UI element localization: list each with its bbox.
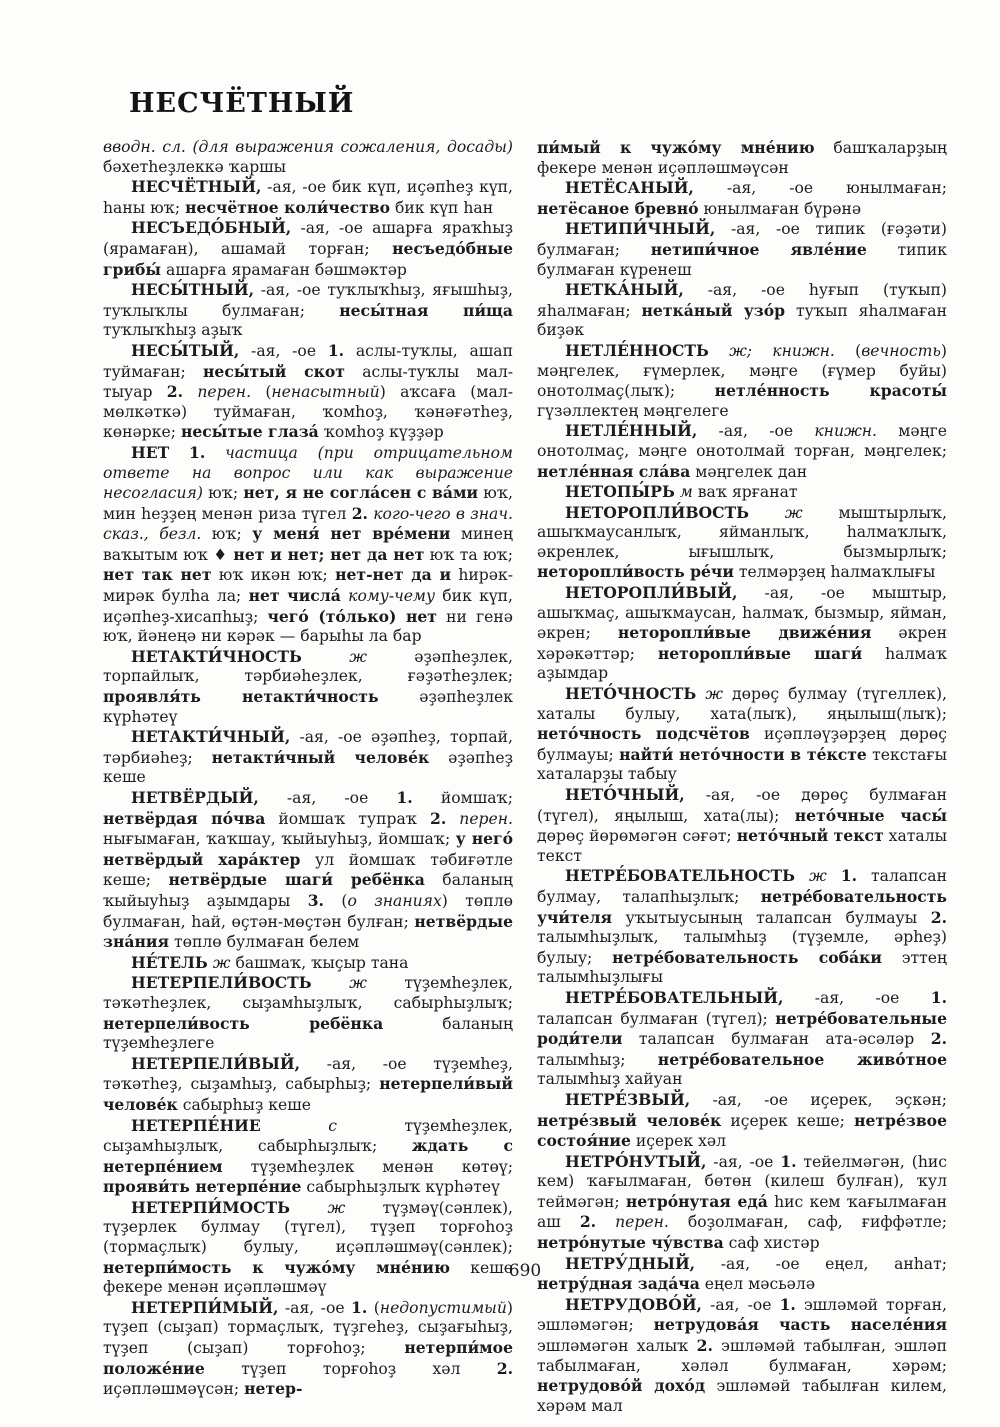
dictionary-entry (103, 788, 513, 953)
dictionary-entry (103, 953, 513, 974)
plain-text: талымһыҙ хайуан (537, 1070, 683, 1089)
plain-text: -ая, -ое ашарға яраҡһыҙ (ярамаған), ашамай торған; (103, 219, 513, 258)
plain-text: -ая, -ое еңел, анһат; (695, 1254, 947, 1273)
plain-text: иҫәпләүҙәрҙең дөрөҫ булмауы; (537, 725, 948, 764)
bold-text: НЕСЪЕДО́БНЫЙ, (131, 218, 292, 238)
plain-text: түҙмәү(сәнлек), түҙерлек булмау (түгел), түҙеп торғоһоҙ (тормаҫлыҡ) булыу, иҫәпләшмәү(сәнлек); (103, 1198, 513, 1257)
plain-text: дөрөҫ булмау (түгеллек), хаталы булыу, хата(лыҡ), яңылыш(лыҡ); (537, 685, 947, 723)
plain-text: әҙәпһеҙлек, торпайлыҡ, тәрбиәһеҙлек, ғәҙәтһеҙлек; (103, 647, 513, 686)
bold-text: НЕТЕРПИ́МОСТЬ (131, 1197, 291, 1217)
bold-text: нетерпели́вый челове́к (103, 1074, 513, 1114)
bold-text: НЕТКА́НЫЙ, (565, 280, 684, 300)
plain-text: төплө булмаған белем (168, 933, 360, 952)
plain-text: саф хистәр (723, 1234, 820, 1253)
bold-text: несы́тная пи́ща (339, 300, 513, 320)
plain-text: юнылмаған бүрәнә (698, 199, 862, 218)
plain-text: текстағы хаталарҙы табыу (537, 745, 947, 784)
plain-text: -ая, -ое типик (ғәҙәти) булмаған; (537, 220, 947, 259)
bold-text: нетле́нная сла́ва (537, 461, 691, 481)
bold-text: НЕТРУ́ДНЫЙ, (565, 1253, 696, 1273)
plain-text: иҫәпләшмәүсән; (103, 1380, 245, 1399)
plain-text: -ая, -ое бик күп, иҫәпһеҙ күп, һаны юҡ; (103, 178, 513, 217)
italic-text: недопустимый (379, 1298, 507, 1317)
bold-text: НЕ́ТЕЛЬ (131, 952, 208, 972)
dictionary-entry (103, 973, 513, 1053)
bold-text: НЕТОРОПЛИ́ВОСТЬ (565, 502, 750, 522)
bold-text: нет числа́ (248, 586, 341, 606)
plain-text (596, 1213, 615, 1231)
dictionary-entry (103, 177, 513, 218)
plain-text: эшләмәгән халыҡ (537, 1337, 697, 1356)
dictionary-entry (537, 988, 947, 1090)
italic-text: ж (212, 953, 231, 972)
plain-text: эшләмәй торған, эшләмәгән; (537, 1295, 947, 1335)
bold-text: нет-нет да и (335, 565, 452, 585)
bold-text: НЕТЕРПИ́МЫЙ, (131, 1297, 279, 1317)
dictionary-entry (537, 583, 947, 684)
dictionary-entry (537, 1152, 947, 1254)
plain-text: мыштырлыҡ, ашыҡмаусанлыҡ, яйманлыҡ, һалмаҡлыҡ, әкренлек, ығышлыҡ, бызмырлыҡ; (537, 503, 947, 561)
plain-text (696, 685, 705, 703)
dictionary-entry (537, 138, 947, 178)
bold-text: 2. (930, 907, 947, 927)
plain-text: -ая, -ое юнылмаған; (693, 179, 947, 198)
bold-text: НЕТРЕ́ЗВЫЙ, (565, 1089, 691, 1109)
plain-text: юҡ, мин һеҙҙең менән риза түгел (103, 484, 513, 523)
bold-text: 2. (579, 1212, 597, 1232)
italic-text: книжн. (814, 422, 877, 441)
plain-text: -ая, -ое иҫерек, эҫкән; (690, 1090, 947, 1109)
plain-text: эттең талымһыҙлығы (537, 948, 947, 987)
plain-text: хаталы текст (537, 827, 948, 865)
bold-text: 1. (840, 866, 858, 886)
bold-text: нетру́дная зада́ча (537, 1274, 700, 1294)
dictionary-entry (103, 647, 513, 727)
plain-text (205, 444, 225, 462)
bold-text: НЕТРЕ́БОВАТЕЛЬНЫЙ, (565, 987, 784, 1007)
plain-text: мәңгелек дан (690, 462, 808, 481)
bold-text: проявля́ть нетакти́чность (103, 687, 379, 707)
dictionary-entry (537, 341, 947, 421)
plain-text: ашарға ярамаған бәшмәктәр (161, 260, 407, 279)
italic-text: ж (349, 647, 367, 666)
bold-text: нето́чный текст (736, 826, 884, 846)
plain-text: гүзәллектең мәңгелеге (537, 401, 729, 420)
bold-text: нетерпели́вость ребёнка (103, 1013, 384, 1033)
plain-text: -ая, -ое (697, 422, 815, 441)
bold-text: 3. (307, 890, 324, 910)
italic-text: перен. (197, 383, 252, 402)
bold-text: ждать с нетерпе́нием (103, 1136, 513, 1176)
bold-text: НЕТАКТИ́ЧНОСТЬ (131, 646, 302, 666)
bold-text: 1. (930, 987, 947, 1007)
bold-text: НЕТИПИ́ЧНЫЙ, (565, 219, 716, 239)
italic-text: ж; книжн. (729, 341, 835, 360)
bold-text: НЕТЕРПЕ́НИЕ (131, 1115, 261, 1135)
plain-text (302, 648, 349, 666)
bold-text: нетрудово́й дохо́д (537, 1376, 706, 1396)
bold-text: НЕТВЁРДЫЙ, (131, 788, 259, 807)
plain-text: йомшаҡ тупраҡ (265, 809, 430, 828)
bold-text: 2. (696, 1336, 713, 1356)
bold-text: НЕСЫ́ТЫЙ, (131, 340, 240, 360)
plain-text: сабырһыҙ кеше (177, 1095, 311, 1114)
plain-text: бәхетһеҙлеккә ҡаршы (103, 157, 287, 176)
plain-text (827, 867, 841, 885)
page-number: 690 (508, 1261, 542, 1281)
bold-text: 2. (351, 503, 368, 523)
bold-text: нетре́бовательность соба́ки (612, 947, 882, 967)
plain-text: уҡытыусының талапсан булмауы (612, 908, 931, 927)
bold-text: НЕТЁСАНЫЙ, (565, 178, 694, 198)
right-column (537, 138, 947, 1416)
plain-text: тейелмәгән, (һис кем) ҡағылмаған, бөтөн (килеш булған), ҡул теймәгән; (537, 1152, 948, 1211)
bold-text: НЕСЧЁТНЫЙ, (131, 177, 262, 197)
plain-text: -ая, -ое (239, 341, 328, 360)
plain-text (709, 342, 729, 360)
plain-text (169, 444, 189, 462)
dictionary-entry (103, 280, 513, 341)
italic-text: ж (349, 974, 367, 993)
plain-text: -ая, -ое (701, 1295, 780, 1314)
bold-text: у него́ нетвёрдый хара́ктер (103, 829, 513, 869)
plain-text: ни генә юҡ, йәнеңә ни кәрәк — барыһы ла бар (103, 607, 513, 646)
bold-text: НЕТРУДОВО́Й, (565, 1294, 702, 1314)
italic-text: кого-чего в знач. сказ., безл. (103, 504, 513, 544)
bold-text: нетка́ный узо́р (641, 300, 786, 320)
plain-text: -ая, -ое туҡлыҡһыҙ, яғышһыҙ, туҡлыҡлы булмаған; (103, 281, 513, 320)
bold-text: у меня́ нет вре́мени (252, 524, 451, 544)
dictionary-entry (103, 138, 513, 177)
plain-text: бик күп һан (390, 198, 494, 217)
bold-text: НЕТЛЕ́ННЫЙ, (565, 421, 698, 441)
bold-text: НЕТЕРПЕЛИ́ВЫЙ, (131, 1053, 301, 1073)
bold-text: НЕТО́ЧНОСТЬ (565, 684, 697, 704)
dictionary-entry (537, 178, 947, 219)
plain-text: ) мәңгелек, ғүмерлек, мәңге (ғүмер буйы) онотолмаҫ(лыҡ); (537, 341, 947, 401)
bold-text: прояви́ть нетерпе́ние (103, 1177, 302, 1197)
bold-text: НЕСЫ́ТНЫЙ, (131, 280, 255, 300)
plain-text: иҫерек хәл (630, 1132, 727, 1151)
bold-text: 2. (496, 1358, 513, 1378)
bold-text: 1. (779, 1294, 796, 1314)
dictionary-entry (537, 219, 947, 280)
bold-text: НЕТЛЕ́ННОСТЬ (565, 340, 709, 360)
running-head: НЕСЧЁТНЫЙ (129, 88, 355, 119)
dictionary-entry (537, 503, 947, 583)
plain-text: -ая, -ое мыштыр, ашыҡмаҫ, ашыҡмаусан, һалмаҡ, бызмыр, яйман, әкрен; (537, 584, 947, 643)
plain-text (290, 1199, 327, 1217)
dictionary-entry (537, 482, 947, 503)
plain-text: талымһыҙлыҡ, талымһыҙ (түҙемле, әрһеҙ) булыу; (537, 928, 947, 967)
plain-text: ваҡ ярғанат (692, 483, 798, 502)
bold-text: неторопли́вость ре́чи (537, 562, 734, 582)
plain-text: талапсан булмаған ата-әсәләр (622, 1030, 931, 1049)
bold-text: нетипи́чное явле́ние (650, 239, 867, 259)
plain-text: типик булмаған күренеш (537, 240, 947, 279)
bold-text: несъедо́бные грибы́ (103, 238, 513, 279)
plain-text: башмаҡ, ҡыҫыр тана (230, 953, 409, 972)
bold-text: нет так нет (103, 565, 212, 585)
dictionary-entry (103, 218, 513, 280)
dictionary-entry (537, 1295, 947, 1417)
bold-text: нетро́нутые чу́вства (537, 1233, 724, 1253)
plain-text: -ая, -ое (258, 789, 397, 807)
italic-text: частица (при отрицательном ответе на вопрос или как выражение несогласия) (103, 443, 513, 503)
plain-text: әкрен хәрәкәттәр; (537, 624, 947, 663)
plain-text: кеше фекере менән иҫәпләшмәү (103, 1258, 513, 1297)
dictionary-entry (537, 1090, 947, 1152)
bold-text: нет, я не согла́сен с ва́ми (243, 483, 479, 503)
bold-text: ♦ нет и нет; нет да нет (213, 544, 425, 564)
bold-text: чего́ (то́лько) нет (267, 606, 437, 626)
italic-text: ж (784, 503, 803, 522)
plain-text: минең ваҡытым юҡ (103, 525, 513, 564)
bold-text: 1. (396, 788, 413, 807)
italic-text: вечность (861, 341, 941, 360)
plain-text: сабырһыҙлыҡ күрһәтеү (301, 1178, 500, 1197)
plain-text: һалмаҡ аҙымдар (537, 644, 947, 683)
bold-text: НЕТЕРПЕЛИ́ВОСТЬ (131, 973, 312, 993)
italic-text: ж (705, 685, 724, 704)
plain-text: -ая, -ое дөрөҫ булмаған (түгел), яңылыш, хата(лы); (537, 786, 947, 825)
dictionary-entry (537, 280, 947, 341)
plain-text: түҙеп торғоһоҙ хәл (204, 1359, 497, 1378)
bold-text: несы́тый скот (203, 361, 345, 381)
plain-text: телмәрҙең һалмаҡлығы (733, 563, 936, 582)
bold-text: несы́тые глаза́ (180, 422, 319, 442)
plain-text: түҙемһеҙлек менән көтөү; (222, 1157, 513, 1176)
plain-text: дөрөҫ йөрөмәгән сәғәт; (537, 827, 737, 846)
bold-text: неторопли́вые шаги́ (657, 643, 863, 663)
bold-text: НЕТОРОПЛИ́ВЫЙ, (565, 583, 738, 603)
dictionary-entry (103, 1298, 513, 1400)
bold-text: 1. (780, 1151, 797, 1171)
plain-text: юҡ та юҡ; (424, 545, 513, 564)
bold-text: нетле́нность красоты́ (714, 381, 947, 401)
plain-text: ҡомһоҙ күҙҙәр (318, 423, 444, 442)
bold-text: нетре́бовательные роди́тели (537, 1008, 947, 1049)
plain-text: -ая, -ое (783, 988, 931, 1007)
plain-text: иҫерек кеше; (721, 1111, 855, 1130)
dictionary-entry (537, 866, 947, 988)
plain-text: аслы-туҡлы мал-тыуар (103, 362, 513, 402)
plain-text: түҙемһеҙлек, сыҙамһыҙлыҡ, сабырһыҙлыҡ; (103, 1116, 513, 1156)
italic-text: ж (327, 1198, 346, 1217)
bold-text: нетрудова́я часть населе́ния (653, 1315, 947, 1335)
plain-text: бик күп, иҫәпһеҙ-хисапһыҙ; (103, 587, 513, 626)
plain-text: -ая, -ое түҙемһеҙ, тәҡәтһеҙ, сыҙамһыҙ, сабырһыҙ; (103, 1054, 513, 1094)
plain-text: юҡ икән юҡ; (211, 566, 336, 585)
bold-text: НЕТАКТИ́ЧНЫЙ, (131, 727, 291, 747)
plain-text: ( (834, 341, 862, 360)
bold-text: 1. (351, 1297, 368, 1317)
plain-text: башҡаларҙың фекере менән иҫәпләшмәүсән (537, 139, 947, 177)
plain-text (261, 1117, 328, 1135)
bold-text: неторопли́вые движе́ния (617, 623, 872, 643)
bold-text: несчётное коли́чество (185, 197, 391, 217)
plain-text: нығымаған, ҡаҡшау, ҡыйыуһыҙ, йомшаҡ; (103, 830, 456, 849)
plain-text (446, 810, 459, 828)
bold-text: найти́ нето́чности в те́ксте (619, 744, 867, 764)
plain-text: туҡып яһалмаған биҙәк (537, 301, 947, 340)
bold-text: 2. (429, 808, 447, 828)
plain-text: мәңге онотолмаҫ, мәңге онотолмай торған, мәңгелек; (537, 422, 947, 460)
plain-text: һис кем ҡағылмаған аш (537, 1192, 947, 1232)
bold-text: нетре́звое состоя́ние (537, 1110, 947, 1151)
plain-text: түҙемһеҙлек, тәҡәтһеҙлек, сыҙамһыҙлыҡ, сабырһыҙлыҡ; (103, 974, 513, 1012)
bold-text: НЕТОПЫ́РЬ (565, 482, 675, 502)
dictionary-entry (103, 1198, 513, 1298)
bold-text: 1. (327, 340, 345, 360)
bold-text: нетерпи́мое положе́ние (103, 1338, 513, 1378)
bold-text: нетерпи́мость к чужо́му мне́нию (103, 1257, 450, 1277)
bold-text: нето́чность подсчётов (537, 724, 750, 744)
plain-text (183, 383, 197, 401)
plain-text: юҡ; (202, 484, 244, 503)
text-columns (103, 138, 947, 1416)
plain-text: ул йомшаҡ тәбиғәтле кеше; (103, 850, 513, 890)
italic-text: кому-чему (348, 587, 436, 606)
plain-text: еңел мәсьәлә (699, 1275, 816, 1294)
plain-text (312, 974, 350, 992)
dictionary-entry (103, 443, 513, 647)
bold-text: нетвёрдые зна́ния (103, 911, 513, 952)
bold-text: НЕТРЕ́БОВАТЕЛЬНОСТЬ (565, 866, 795, 886)
plain-text: һирәк-мирәк булһа ла; (103, 566, 514, 606)
bold-text: нетёсаное бревно́ (537, 198, 699, 218)
italic-text: о знаниях (347, 891, 442, 910)
plain-text (749, 504, 785, 522)
plain-text: әҙәпһеҙлек күрһәтеү (103, 688, 513, 726)
dictionary-entry (537, 421, 947, 482)
bold-text: НЕТРО́НУТЫЙ, (565, 1151, 707, 1171)
bold-text: нетвёрдая по́чва (103, 808, 266, 828)
bold-text: пи́мый к чужо́му мне́нию (537, 138, 815, 157)
plain-text: -ая, -ое һуғып (туҡып) яһалмаған; (537, 281, 947, 320)
plain-text: эшләмәй табылған, эшләп табылмаған, хәләл булмаған, хәрәм; (537, 1337, 947, 1375)
left-column (103, 138, 513, 1416)
plain-text: ) түҙеп (сыҙап) тормаҫлыҡ, түҙгеһеҙ, сыҙағыһыҙ, түҙеп (сыҙап) торғоһоҙ; (103, 1298, 513, 1358)
plain-text: әҙәпһеҙ кеше (103, 748, 513, 787)
plain-text: ) аҡсаға (мал-мөлкәткә) туймаған, ҡомһоҙ, ҡәнәғәтһеҙ, көнәрке; (103, 383, 513, 442)
plain-text: талапсан булмаған (түгел); (537, 1009, 776, 1028)
bold-text: нетер- (244, 1379, 303, 1399)
plain-text: талымһыҙ; (537, 1050, 658, 1069)
plain-text: боҙолмаған, саф, ғиффәтле; (668, 1213, 947, 1232)
plain-text: юҡ; (201, 525, 253, 544)
plain-text: ( (251, 383, 272, 402)
plain-text: -ая, -ое (706, 1152, 781, 1171)
italic-text: м (679, 483, 693, 502)
plain-text: ) төплө булмаған, һай, өҫтән-мөҫтән булған; (103, 891, 513, 931)
dictionary-entry (103, 1116, 513, 1198)
italic-text: вводн. сл. (для выражения сожаления, досады) (103, 138, 513, 156)
bold-text: НЕТ (131, 442, 170, 462)
italic-text: ненасытный (271, 383, 380, 402)
plain-text: йомшаҡ; (412, 789, 513, 807)
bold-text: нетакти́чный челове́к (211, 747, 430, 767)
bold-text: 1. (189, 442, 206, 462)
dictionary-entry (103, 1054, 513, 1116)
plain-text: -ая, -ое (278, 1298, 351, 1317)
plain-text: талапсан булмау, талапһыҙлыҡ; (537, 867, 947, 906)
bold-text: 2. (930, 1029, 947, 1049)
plain-text: баланың түҙемһеҙлеге (103, 1014, 513, 1053)
italic-text: перен. (615, 1213, 669, 1232)
dictionary-entry (103, 341, 513, 443)
italic-text: перен. (459, 809, 513, 828)
dictionary-entry (537, 684, 947, 785)
plain-text: аслы-туҡлы, ашап туймаған; (103, 341, 513, 381)
italic-text: с (328, 1116, 337, 1135)
plain-text: туҡлыҡһыҙ аҙыҡ (103, 321, 243, 340)
bold-text: нетвёрдые шаги́ ребёнка (168, 870, 425, 890)
bold-text: нетре́звый челове́к (537, 1110, 722, 1130)
plain-text: -ая, -ое әҙәпһеҙ, торпай, тәрбиәһеҙ; (103, 728, 513, 767)
bold-text: нето́чные часы́ (794, 805, 947, 825)
dictionary-entry (537, 785, 947, 866)
plain-text: эшләмәй табылған килем, хәрәм мал (537, 1377, 947, 1415)
plain-text (795, 867, 809, 885)
bold-text: нетро́нутая еда́ (625, 1191, 768, 1211)
bold-text: НЕТО́ЧНЫЙ, (565, 785, 685, 804)
plain-text: ( (323, 891, 348, 910)
plain-text: баланың ҡыйыуһыҙ аҙымдары (103, 871, 514, 910)
bold-text: 2. (166, 382, 184, 402)
dictionary-entry (103, 727, 513, 788)
italic-text: ж (809, 867, 827, 886)
plain-text: ( (367, 1298, 380, 1317)
bold-text: нетре́бовательное живо́тное (657, 1049, 947, 1069)
bold-text: нетре́бовательность учи́теля (537, 886, 947, 927)
